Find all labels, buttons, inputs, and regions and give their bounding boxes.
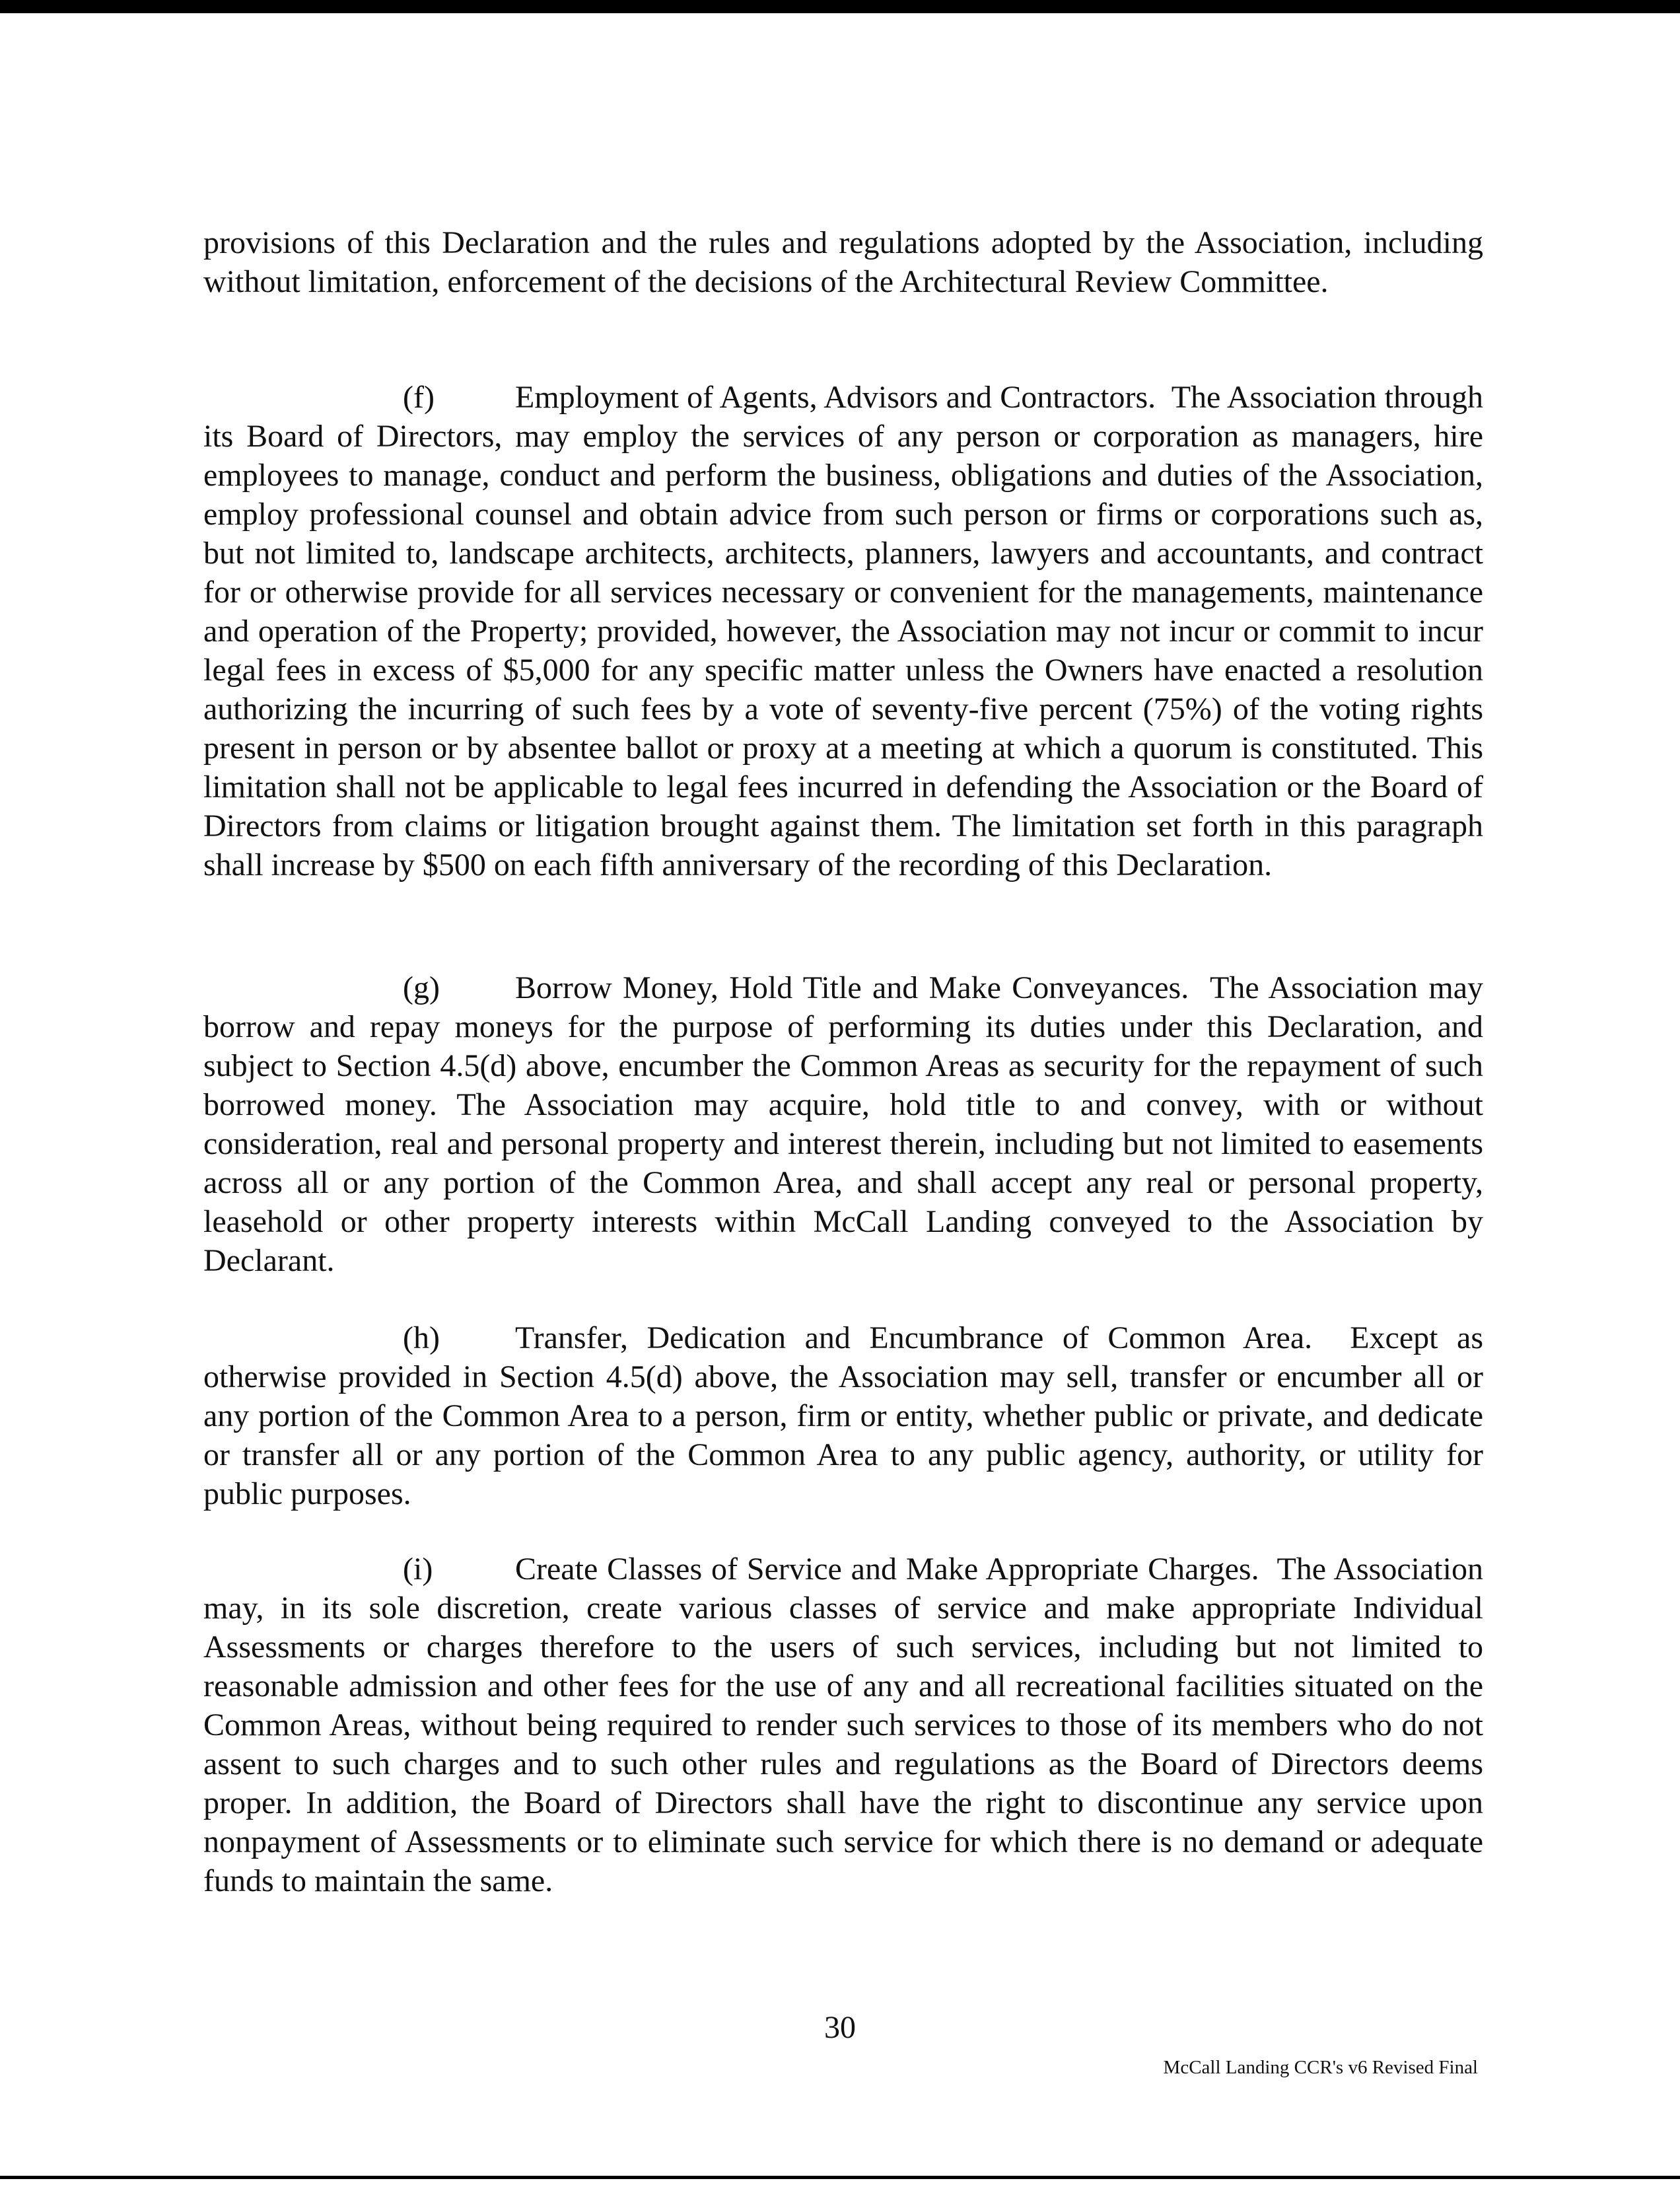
paragraph-label: (g) — [403, 970, 440, 1005]
paragraph-text: Except as otherwise provided in Section 4.5(d) above, the Association may sell, transfer or encumber all or any portion of the Common Area to a person, firm or entity, whether public or private, and dedicate or transfer all or any portion of the Common Area to any public agency, authority, or utility for public purposes. — [203, 1320, 1484, 1511]
paragraph-text: The Association may borrow and repay moneys for the purpose of performing its duties under this Declaration, and subject to Section 4.5(d) above, encumber the Common Areas as security for the repayment of such borrowed money. The Association may acquire, hold title to and convey, with or without consideration, real and personal property and interest therein, including but not limited to easements across all or any portion of the Common Area, and shall accept any real or personal property, leasehold or other property interests within McCall Landing conveyed to the Association by Declarant. — [203, 970, 1484, 1278]
top-border — [0, 0, 1680, 13]
paragraph-i-classes-of-service — [203, 1550, 1483, 1900]
paragraph-heading: Employment of Agents, Advisors and Contractors. — [515, 380, 1156, 415]
paragraph-heading: Transfer, Dedication and Encumbrance of Common Area. — [515, 1320, 1313, 1355]
footer-document-id: McCall Landing CCR's v6 Revised Final — [1163, 2057, 1478, 2078]
page-number: 30 — [824, 2010, 856, 2045]
paragraph-heading: Create Classes of Service and Make Appropriate Charges. — [515, 1552, 1259, 1587]
paragraph-text: The Association through its Board of Directors, may employ the services of any person or corporation as managers, hire employees to manage, conduct and perform the business, obligations and duties of the Association, employ professional counsel and obtain advice from such person or firms or corporations such as, but not limited to, landscape architects, architects, planners, lawyers and accountants, and contract for or otherwise provide for all services necessary or convenient for the managements, maintenance and operation of the Property; provided, however, the Association may not incur or commit to incur legal fees in excess of $5,000 for any specific matter unless the Owners have enacted a resolution authorizing the incurring of such fees by a vote of seventy-five percent (75%) of the voting rights present in person or by absentee ballot or proxy at a meeting at which a quorum is constituted. This limitation shall not be applicable to legal fees incurred in defending the Association or the Board of Directors from claims or litigation brought against them. The limitation set forth in this paragraph shall increase by $500 on each fifth anniversary of the recording of this Declaration. — [203, 380, 1483, 882]
paragraph-h-transfer — [203, 1318, 1483, 1513]
paragraph-label: (i) — [403, 1552, 433, 1587]
paragraph-label: (f) — [403, 380, 435, 415]
bottom-border — [0, 2176, 1680, 2179]
paragraph-label: (h) — [403, 1320, 440, 1355]
paragraph-g-borrow-money — [203, 968, 1483, 1280]
paragraph-continuation — [203, 223, 1483, 301]
paragraph-heading: Borrow Money, Hold Title and Make Conveyances. — [515, 970, 1189, 1005]
paragraph-text: The Association may, in its sole discretion, create various classes of service and make appropriate Individual Assessments or charges therefore to the users of such services, including but not limited to reasonable admission and other fees for the use of any and all recreational facilities situated on the Common Areas, without being required to render such services to those of its members who do not assent to such charges and to such other rules and regulations as the Board of Directors deems proper. In addition, the Board of Directors shall have the right to discontinue any service upon nonpayment of Assessments or to eliminate such service for which there is no demand or adequate funds to maintain the same. — [203, 1552, 1483, 1898]
paragraph-text: provisions of this Declaration and the rules and regulations adopted by the Association, including without limitation, enforcement of the decisions of the Architectural Review Committee. — [203, 225, 1483, 299]
paragraph-f-employment — [203, 378, 1483, 884]
